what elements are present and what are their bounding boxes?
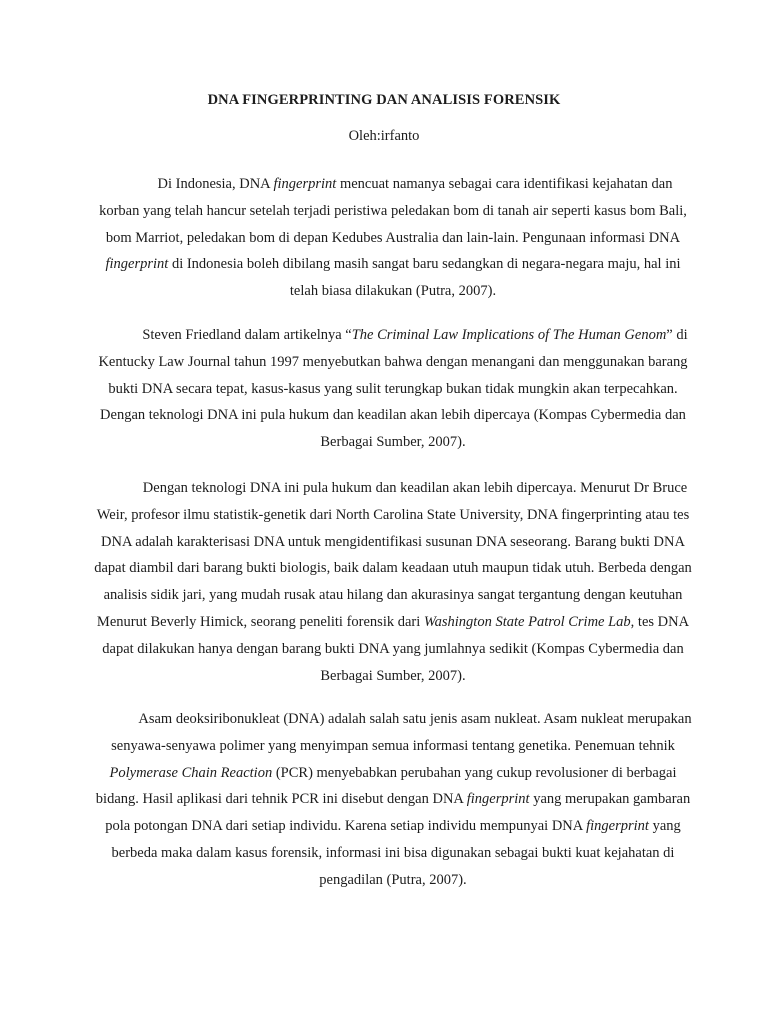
p2-text-1: Steven Friedland dalam artikelnya “ <box>142 327 352 343</box>
p4-italic-3: fingerprint <box>586 818 649 835</box>
paragraph-3 <box>94 475 692 689</box>
p4-italic-1: Polymerase Chain Reaction <box>109 764 273 781</box>
p3-italic-1: Washington State Patrol Crime Lab <box>423 613 631 630</box>
document-title: DNA FINGERPRINTING DAN ANALISIS FORENSIK <box>207 92 561 108</box>
p1-italic-2: fingerprint <box>105 256 169 273</box>
p2-italic-1: The Criminal Law Implications of The Human Genom <box>351 327 667 343</box>
p1-text-2: mencuat namanya sebagai cara identifikasi kejahatan dan korban yang telah hancur setelah terjadi peristiwa peledakan bom di tanah air seperti kasus bom Bali, bom Marriot, peledakan bom di depan Kedubes Australia dan lain-lain. Pengunaan informasi DNA <box>99 176 687 246</box>
p4-text-4: yang berbeda maka dalam kasus forensik, informasi ini bisa digunakan sebagai bukti kuat kejahatan di pengadilan (Putra, 2007). <box>111 818 681 888</box>
paragraph-1 <box>94 171 692 305</box>
p4-text-2: (PCR) menyebabkan perubahan yang cukup revolusioner di berbagai bidang. Hasil aplikasi dari tehnik PCR ini disebut dengan DNA <box>95 764 677 808</box>
p1-text-3: di Indonesia boleh dibilang masih sangat baru sedangkan di negara-negara maju, hal ini telah biasa dilakukan (Putra, 2007). <box>168 256 681 300</box>
p3-text-2: , tes DNA dapat dilakukan hanya dengan barang bukti DNA yang jumlahnya sedikit (Kompas Cybermedia dan Berbagai Sumber, 2007). <box>102 613 690 684</box>
p4-text-3: yang merupakan gambaran pola potongan DNA dari setiap individu. Karena setiap individu mempunyai DNA <box>105 791 691 835</box>
p4-text-1: Asam deoksiribonukleat (DNA) adalah salah satu jenis asam nukleat. Asam nukleat merupakan senyawa-senyawa polimer yang menyimpan semua informasi tentang genetika. Penemuan tehnik <box>111 711 692 754</box>
p3-text-1: Dengan teknologi DNA ini pula hukum dan keadilan akan lebih dipercaya. Menurut Dr Bruce Weir, profesor ilmu statistik-genetik dari North Carolina State University, DNA fingerprinting atau tes DNA adalah karakterisasi DNA untuk mengidentifikasi susunan DNA seseorang. Barang bukti DNA dapat diambil dari barang bukti biologis, baik dalam keadaan utuh maupun tidak utuh. Berbeda dengan analisis sidik jari, yang mudah rusak atau hilang dan akurasinya sangat tergantung dengan keutuhan Menurut Beverly Himick, seorang peneliti forensik dari <box>94 480 692 630</box>
paragraph-4 <box>94 706 692 894</box>
document-author: Oleh:irfanto <box>348 128 420 144</box>
p1-italic-1: fingerprint <box>273 176 337 192</box>
p1-text-1: Di Indonesia, DNA <box>157 176 274 192</box>
p4-italic-2: fingerprint <box>466 791 530 808</box>
paragraph-2 <box>94 322 692 456</box>
p2-text-2: ” di Kentucky Law Journal tahun 1997 menyebutkan bahwa dengan menangani dan menggunakan barang bukti DNA secara tepat, kasus-kasus yang sulit terungkap bukan tidak mungkin akan terpecahkan. Dengan teknologi DNA ini pula hukum dan keadilan akan lebih dipercaya (Kompas Cybermedia dan Berbagai Sumber, 2007). <box>98 327 688 451</box>
